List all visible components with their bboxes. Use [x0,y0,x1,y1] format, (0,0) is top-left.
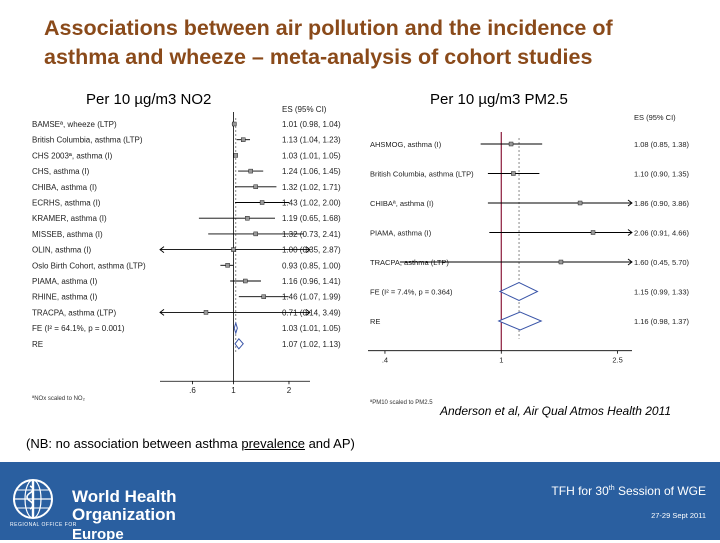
no2-ci-value: 0.93 (0.85, 1.00) [282,261,341,271]
no2-footnote: ªNOx scaled to NO₂ [32,396,85,402]
pm25-ci-value: 1.16 (0.98, 1.37) [634,317,690,326]
pm25-tick-label: .4 [381,355,389,365]
no2-study-label: RHINE, asthma (I) [32,292,98,302]
pm25-ci-value: 1.08 (0.85, 1.38) [634,140,690,149]
slide-title [44,14,704,72]
no2-ci-value: 0.71 (0.14, 3.49) [282,308,341,318]
no2-ci-value: 1.16 (0.96, 1.41) [282,277,341,286]
no2-point-estimate [245,216,249,220]
pm25-ci-value: 2.06 (0.91, 4.66) [634,228,690,238]
pm25-study-label: CHIBAª, asthma (I) [370,199,434,208]
pm25-study-label: FE (I² = 7.4%, p = 0.364) [370,287,453,297]
no2-point-estimate [262,295,266,299]
pm25-ci-value: 1.86 (0.90, 3.86) [634,199,690,208]
no2-ci-value: 1.24 (1.06, 1.45) [282,167,341,177]
pm25-point-estimate [509,142,513,146]
no2-ci-value: 1.43 (1.02, 2.00) [282,198,341,208]
no2-study-label: CHIBA, asthma (I) [32,182,97,192]
event-ordinal: th [608,485,615,492]
pm25-ci-value: 1.15 (0.99, 1.33) [634,287,690,297]
org-name [72,488,177,524]
pm25-tick-label: 1 [499,355,504,365]
no2-pooled-diamond [234,323,237,333]
no2-ci-value: 1.00 (0.35, 2.87) [282,245,341,255]
no2-point-estimate [231,248,235,252]
no2-study-label: TRACPA, asthma (LTP) [32,308,117,318]
footer-bar [0,462,720,543]
event-prefix: TFH for 30 [551,484,609,498]
no2-ci-value: 1.46 (1.07, 1.99) [282,292,341,302]
title-line-2: asthma and wheeze – meta-analysis of cohort studies [44,45,593,69]
no2-heading: Per 10 µg/m3 NO2 [86,91,212,108]
no2-study-label: PIAMA, asthma (I) [32,277,98,286]
event-suffix: Session of WGE [614,484,706,498]
no2-ci-value: 1.19 (0.65, 1.68) [282,214,341,224]
no2-study-label: MISSEB, asthma (I) [32,229,103,239]
no2-study-label: KRAMER, asthma (I) [32,214,107,224]
no2-study-label: British Columbia, asthma (LTP) [32,135,143,145]
regional-office-label: REGIONAL OFFICE FOR [10,522,77,528]
no2-study-label: CHS 2003ª, asthma (I) [32,151,113,161]
pm25-ci-value: 1.10 (0.90, 1.35) [634,169,690,179]
pm25-pooled-diamond [499,312,542,330]
no2-forest-plot [30,100,360,410]
no2-point-estimate [249,169,253,173]
org-name-line2: Organization [72,505,176,524]
no2-tick-label: .6 [189,386,196,396]
title-line-1: Associations between air pollution and the incidence of [44,16,613,40]
who-emblem-icon [10,476,56,522]
region-name: Europe [72,526,124,543]
no2-ci-value: 1.13 (1.04, 1.23) [282,135,341,145]
pm25-forest-plot [362,108,702,408]
no2-ci-value: 1.03 (1.01, 1.05) [282,324,341,334]
pm25-tick-label: 2.5 [612,355,623,365]
prevalence-note [26,436,355,451]
note-underlined-word: prevalence [241,436,305,451]
no2-point-estimate [254,185,258,189]
pm25-study-label: TRACPA, asthma (LTP) [370,258,449,267]
pm25-study-label: PIAMA, asthma (I) [370,228,432,238]
no2-point-estimate [243,279,247,283]
no2-point-estimate [232,122,236,126]
org-name-line1: World Health [72,487,177,506]
pm25-study-label: RE [370,317,381,326]
pm25-pooled-diamond [500,283,537,301]
event-date: 27-29 Sept 2011 [651,511,706,520]
event-label [551,484,706,498]
citation: Anderson et al, Air Qual Atmos Health 2011 [440,404,672,418]
no2-study-label: FE (I² = 64.1%, p = 0.001) [32,324,125,334]
no2-point-estimate [234,153,238,157]
no2-tick-label: 2 [286,386,292,396]
pm25-ci-header: ES (95% CI) [634,113,676,122]
pm25-point-estimate [591,231,595,235]
pm25-heading: Per 10 µg/m3 PM2.5 [430,91,568,108]
no2-point-estimate [241,138,245,142]
pm25-footnote: ªPM10 scaled to PM2.5 [370,400,433,406]
no2-study-label: RE [32,339,44,349]
no2-ci-header: ES (95% CI) [282,105,327,114]
note-text-end: and AP) [304,436,355,451]
no2-ci-value: 1.07 (1.02, 1.13) [282,339,341,349]
no2-study-label: BAMSEª, wheeze (LTP) [32,120,117,129]
no2-ci-value: 1.03 (1.01, 1.05) [282,151,341,161]
no2-point-estimate [204,310,208,314]
no2-ci-value: 1.32 (1.02, 1.71) [282,182,341,192]
pm25-point-estimate [511,172,515,176]
no2-point-estimate [254,232,258,236]
pm25-point-estimate [559,260,563,264]
pm25-point-estimate [578,201,582,205]
no2-ci-value: 1.01 (0.98, 1.04) [282,120,341,129]
no2-ci-value: 1.32 (0.73, 2.41) [282,229,341,239]
pm25-study-label: AHSMOG, asthma (I) [370,140,442,149]
note-text-start: (NB: no association between asthma [26,436,242,451]
no2-study-label: OLIN, asthma (I) [32,245,92,255]
no2-pooled-diamond [235,339,243,349]
no2-point-estimate [226,263,230,267]
no2-study-label: ECRHS, asthma (I) [32,198,101,208]
no2-study-label: CHS, asthma (I) [32,167,90,177]
pm25-ci-value: 1.60 (0.45, 5.70) [634,258,690,267]
no2-point-estimate [260,201,264,205]
pm25-study-label: British Columbia, asthma (LTP) [370,169,474,179]
no2-tick-label: 1 [231,386,236,396]
no2-study-label: Oslo Birth Cohort, asthma (LTP) [32,261,146,271]
